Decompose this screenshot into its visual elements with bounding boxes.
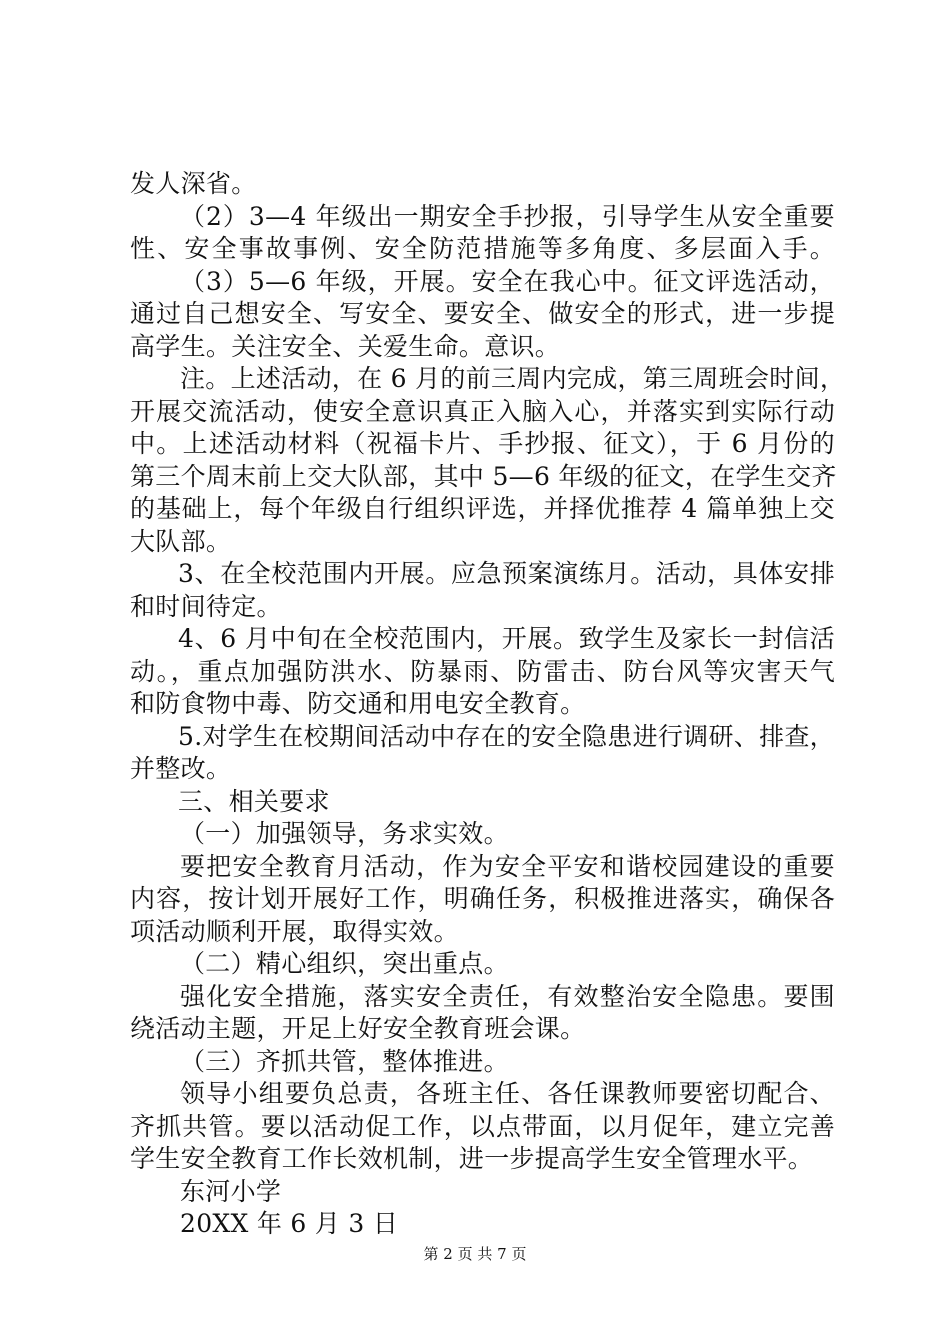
text-line: 动。，重点加强防洪水、防暴雨、防雷击、防台风等灾害天气 — [130, 656, 835, 686]
text-line: 第三个周末前上交大队部，其中 5—6 年级的征文，在学生交齐 — [130, 461, 837, 491]
text-line: 20XX 年 6 月 3 日 — [180, 1209, 399, 1238]
text-line: 4、6 月中旬在全校范围内，开展。致学生及家长一封信活 — [178, 624, 835, 653]
text-line: 高学生。关注安全、关爱生命。意识。 — [130, 331, 561, 361]
text-line: 内容，按计划开展好工作，明确任务，积极推进落实，确保各 — [130, 884, 835, 913]
text-line: （三）齐抓共管，整体推进。 — [180, 1046, 509, 1076]
text-line: 中。上述活动材料（祝福卡片、手抄报、征文），于 6 月份的 — [130, 429, 835, 458]
text-line: （一）加强领导，务求实效。 — [180, 819, 509, 848]
text-line: （2）3—4 年级出一期安全手抄报，引导学生从安全重要 — [180, 201, 835, 231]
text-line: 和防食物中毒、防交通和用电安全教育。 — [130, 689, 586, 718]
text-line: 大队部。 — [130, 526, 232, 556]
text-line: 齐抓共管。要以活动促工作，以点带面，以月促年，建立完善 — [130, 1111, 835, 1141]
text-line: 强化安全措施，落实安全责任，有效整治安全隐患。要围 — [180, 981, 835, 1011]
text-line: 5.对学生在校期间活动中存在的安全隐患进行调研、排查， — [178, 721, 835, 751]
text-line: 要把安全教育月活动，作为安全平安和谐校园建设的重要 — [180, 851, 835, 881]
text-line: 发人深省。 — [130, 169, 257, 198]
text-line: 东河小学 — [180, 1176, 282, 1206]
text-line: 并整改。 — [130, 754, 232, 783]
text-line: 绕活动主题，开足上好安全教育班会课。 — [130, 1014, 586, 1043]
text-line: 学生安全教育工作长效机制，进一步提高学生安全管理水平。 — [130, 1144, 814, 1173]
text-line: 的基础上，每个年级自行组织评选，并择优推荐 4 篇单独上交 — [130, 494, 835, 523]
text-line: （3）5—6 年级，开展。安全在我心中。征文评选活动， — [180, 266, 835, 296]
text-line: 通过自己想安全、写安全、要安全、做安全的形式，进一步提 — [130, 299, 835, 328]
text-line: 3、在全校范围内开展。应急预案演练月。活动，具体安排 — [178, 559, 835, 588]
text-line: 领导小组要负总责，各班主任、各任课教师要密切配合、 — [180, 1079, 835, 1108]
text-line: 性、安全事故事例、安全防范措施等多角度、多层面入手。 — [130, 234, 835, 263]
text-line: 和时间待定。 — [130, 591, 282, 621]
page-footer: 第 2 页 共 7 页 — [423, 1245, 527, 1263]
text-line: 开展交流活动，使安全意识真正入脑入心，并落实到实际行动 — [130, 396, 835, 426]
text-line: 注。上述活动，在 6 月的前三周内完成，第三周班会时间， — [180, 364, 846, 393]
text-line: 三、相关要求 — [178, 786, 330, 816]
text-line: 项活动顺利开展，取得实效。 — [130, 916, 459, 946]
document-body — [130, 168, 846, 1241]
text-line: （二）精心组织，突出重点。 — [180, 949, 509, 978]
